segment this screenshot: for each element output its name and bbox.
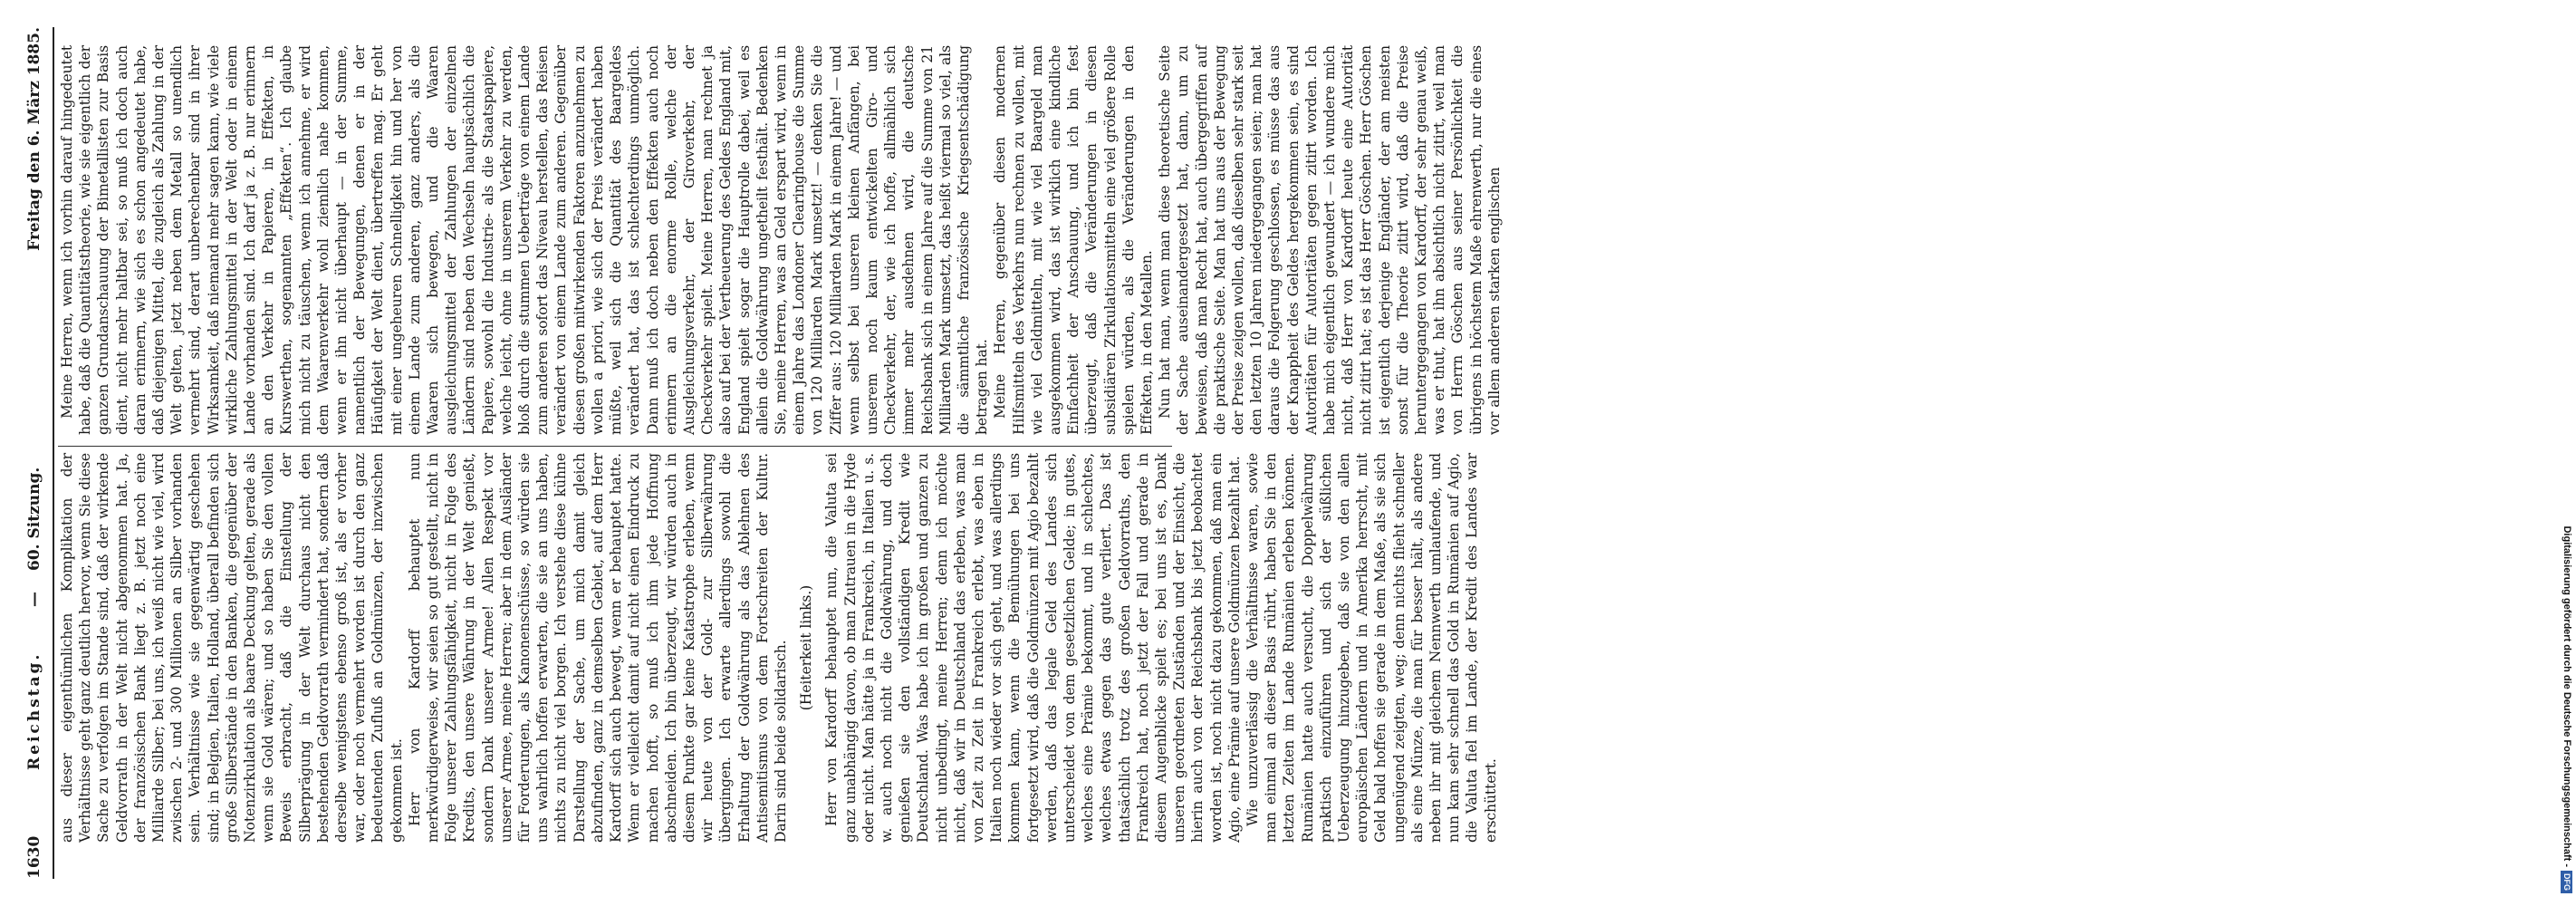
column-divider — [58, 446, 1172, 447]
page-number: 1630 — [25, 835, 43, 879]
paragraph: Wie unzuverlässig die Verhältnisse waren, sowie man einmal an dieser Basis rührt, haben Sie in den letzten Zeiten im Lande Rumänien erleben können. Rumänien hatte auch versucht, die Doppelwährung praktisch einzuführen und sich der süßlichen Ueberzeugung hinzugeben, daß sie von den allen europäischen Ländern und in Amerika herrscht, mit Geld bald hoffen sie gerade in dem Maße, als sie sich ungenügend zeigten, weg; denn nichts flieht schneller als eine Münze, die man für besser hält, als andere neben ihr mit gleichem Nennwerth umlaufende, und nun kam sehr schnell das Gold in Rumänien auf Agio, die Valuta fiel im Lande, der Kredit des Landes war erschüttert. — [1245, 453, 1499, 843]
session-date: Freitag den 6. März 1885. — [25, 27, 43, 251]
right-column — [58, 45, 1503, 435]
paragraph: Meine Herren, gegenüber diesen modernen Hilfsmitteln des Verkehrs nun rechnen zu wollen, mit wie viel Geldmitteln, mit wie viel Baargeld man ausgekommen wird, das ist wirklich eine kindliche Einfachheit der Anschauung, und ich bin fest überzeugt, daß die Veränderungen in diesen subsidiären Zirkulationsmitteln eine viel größere Rolle spielen würden, als die Veränderungen in den Effekten, in den Metallen. — [992, 45, 1155, 435]
funding-notice-text: Digitalisierung gefördert durch die Deutsche Forschungsgemeinschaft - — [2562, 525, 2572, 867]
left-column — [58, 453, 1499, 843]
paragraph: aus dieser eigenthümlichen Komplikation der Verhältnisse geht ganz deutlich hervor, wenn Sie diese Sache zu verfolgen im Stande sind, daß der wirkende Geldvorrath in der Welt nicht abgenommen hat. Ja, der französischen Bank liegt z. B. jetzt noch eine Milliarde Silber; bei uns, ich weiß nicht wie viel, wird zwischen 2- und 300 Millionen an Silber vorhanden sein. Verhältnisse wie sie gegenwärtig geschehen sind; in Belgien, Italien, Holland, überall befinden sich große Silberstände in den Banken, die gegenüber der Notenzirkulation als baare Deckung gelten, gerade als wenn sie Gold wären; und so haben Sie den vollen Beweis erbracht, daß die Einstellung der Silberprägung in der Welt durchaus nicht den bestehenden Geldvorrath vermindert hat, sondern daß derselbe wenigstens ebenso groß ist, als er vorher war, oder noch vermehrt worden ist durch den ganz bedeutenden Zufluß an Goldmünzen, der inzwischen gekommen ist. — [59, 453, 405, 843]
interjection: (Heiterkeit links.) — [798, 584, 815, 711]
funding-notice — [2558, 0, 2576, 906]
dfg-logo: DFG — [2561, 871, 2572, 893]
running-title: Reichstag. — [25, 651, 43, 770]
header-separator: — — [25, 592, 43, 607]
paragraph: Herr von Kardorff behauptet nun, die Valuta sei ganz unabhängig davon, ob man Zutrauen in die Hyde oder nicht. Man hätte ja in Frankreich, in Italien u. s. w. auch noch nicht die Goldwährung, und doch genießen sie den vollständigen Kredit wie Deutschland. Was habe ich im großen und ganzen zu nicht unbedingt, meine Herren; denn ich möchte nicht, daß wir in Deutschland das erleben, was man von Zeit zu Zeit in Frankreich erlebt, was eben in Italien noch wieder vor sich geht, und was allerdings kommen kann, wenn die Bemühungen bei uns fortgesetzt wird, daß die Goldmünzen mit Agio bezahlt werden, daß das legale Geld des Landes sich unterscheidet von dem gesetzlichen Gelde; in gutes, welches eine Prämie bekommt, und in schlechtes, welches etwas gegen das gute verliert. Das ist thatsächlich trotz des großen Geldvorraths, den Frankreich hat, noch jetzt der Fall und gerade in diesem Augenblicke spielt es; bei uns ist es, Dank unseren geordneten Zuständen und der Einsicht, die hierin auch von der Reichsbank bis jetzt beobachtet worden ist, noch nicht dazu gekommen, daß man ein Agio, eine Prämie auf unsere Goldmünzen bezahlt hat. — [823, 453, 1243, 843]
header-rule — [53, 27, 54, 879]
page-header — [20, 27, 51, 879]
paragraph: Nun hat man, wenn man diese theoretische Seite der Sache auseinandergesetzt hat, dann, um zu beweisen, daß man Recht hat, auch übergegriffen auf die praktische Seite. Man hat uns aus der Bewegung der Preise zeigen wollen, daß dieselben sehr stark seit den letzten 10 Jahren niedergegangen seien; man hat daraus die Folgerung geschlossen, es müsse das aus der Knappheit des Geldes hergekommen sein, es sind Autoritäten für Autoritäten gegen zitirt worden. Ich habe mich eigentlich gewundert — ich wundere mich nicht, daß Herr von Kardorff heute eine Autorität nicht zitirt hat; es ist das Herr Göschen. Herr Göschen ist eigentlich derjenige Engländer, der am meisten sonst für die Theorie zitirt wird, daß die Preise heruntergegangen von Kardorff, der sehr genau weiß, was er thut, hat ihn absichtlich nicht zitirt, weil man von Herrn Göschen aus seiner Persönlichkeit die übrigens in höchstem Maße ehrenwerth, nur die eines vor allem anderen starken englischen — [1157, 45, 1503, 435]
paragraph: Meine Herren, wenn ich vorhin darauf hingedeutet habe, daß die Quantitätstheorie, wie sie eigentlich der ganzen Grundanschauung der Bimetallisten zur Basis dient, nicht mehr haltbar sei, so muß ich doch auch daran erinnern, wie sich es schon angedeutet habe, daß diejenigen Mittel, die zugleich als Zahlung in der Welt gelten, jetzt neben dem Metall so unendlich vermehrt sind, derart unberechenbar sind in ihrer Wirksamkeit, daß niemand mehr sagen kann, wie viele wirkliche Zahlungsmittel in der Welt oder in einem Lande vorhanden sind. Ich darf ja z. B. nur erinnern an den Verkehr in Papieren, in Effekten, in Kurswerthen, sogenannten „Effekten“. Ich glaube mich nicht zu täuschen, wenn ich annehme, er wird dem Waarenverkehr wohl ziemlich nahe kommen, wenn er ihn nicht überhaupt — in der Summe, namentlich der Bewegungen, denen er in der Häufigkeit der Welt dient, übertreffen mag. Er geht mit einer ungeheuren Schnelligkeit hin und her von einem Lande zum anderen, ganz anders, als die Waaren sich bewegen, und die Waaren ausgleichungsmittel der Zahlungen der einzelnen Ländern sind neben den Wechseln hauptsächlich die Papiere, sowohl die Industrie- als die Staatspapiere, welche leicht, ohne in unserem Verkehr zu werden, bloß durch die stummen Ueberträge von einem Lande zum anderen sofort das Niveau herstellen, das Reisen verändert von einem Lande zum anderen. Gegenüber diesen großen mitwirkenden Faktoren anzunehmen zu wollen a priori, wie sich der Preis verändert haben müßte, weil sich die Quantität des Baargeldes verändert hat, das ist schlechterdings unmöglich. Dann muß ich doch neben den Effekten auch noch erinnern an die enorme Rolle, welche der Ausgleichungsverkehr, der Giroverkehr, der Checkverkehr spielt. Meine Herren, man rechnet ja also auf bei der Vertheuerung des Geldes England mit, England spielt sogar die Hauptrolle dabei, weil es allein die Goldwährung ungetheilt festhält. Bedenken Sie, meine Herren, was an Geld erspart wird, wenn in einem Jahre das Londoner Clearinghouse die Summe von 120 Milliarden Mark umsetzt! — denken Sie die Ziffer aus: 120 Milliarden Mark in einem Jahre! — und wenn selbst bei unseren kleinen Anfängen, bei unserem noch kaum entwickelten Giro- und Checkverkehr, der, wie ich hoffe, allmählich sich immer mehr ausdehnen wird, die deutsche Reichsbank sich in einem Jahre auf die Summe von 21 Milliarden Mark umsetzt, das heißt viermal so viel, als die sämmtliche französische Kriegsentschädigung betragen hat. — [59, 45, 991, 435]
paragraph: Herr von Kardorff behauptet nun merkwürdigerweise, wir seien so gut gestellt, nicht in Folge unserer Zahlungsfähigkeit, nicht in Folge des Kredits, den unsere Währung in der Welt genießt, sondern Dank unserer Armee! Allen Respekt vor unserer Armee, meine Herren; aber in dem Ausländer für Forderungen, als Kanonenschüsse, so würden sie uns wahrlich hoffen erwarten, die sie an uns haben, nichts zu nicht viel borgen. Ich verstehe diese kühne Darstellung der Sache, um mich damit gleich abzufinden, ganz in demselben Gebiet, auf dem Herr Kardorff sich auch bewegt, wenn er behauptet hatte. Wenn er vielleicht damit auf nicht einen Eindruck zu machen hofft, so muß ich ihm jede Hoffnung abschneiden. Ich bin überzeugt, wir würden auch in diesem Punkte gar keine Katastrophe erleben, wenn wir heute von der Gold- zur Silberwährung übergingen. Ich erwarte allerdings sowohl die Erhaltung der Goldwährung als das Ablehnen des Antisemitismus von dem Fortschreiten der Kultur. Darin sind beide solidarisch. — [406, 453, 789, 843]
session-label: 60. Sitzung. — [25, 467, 43, 571]
